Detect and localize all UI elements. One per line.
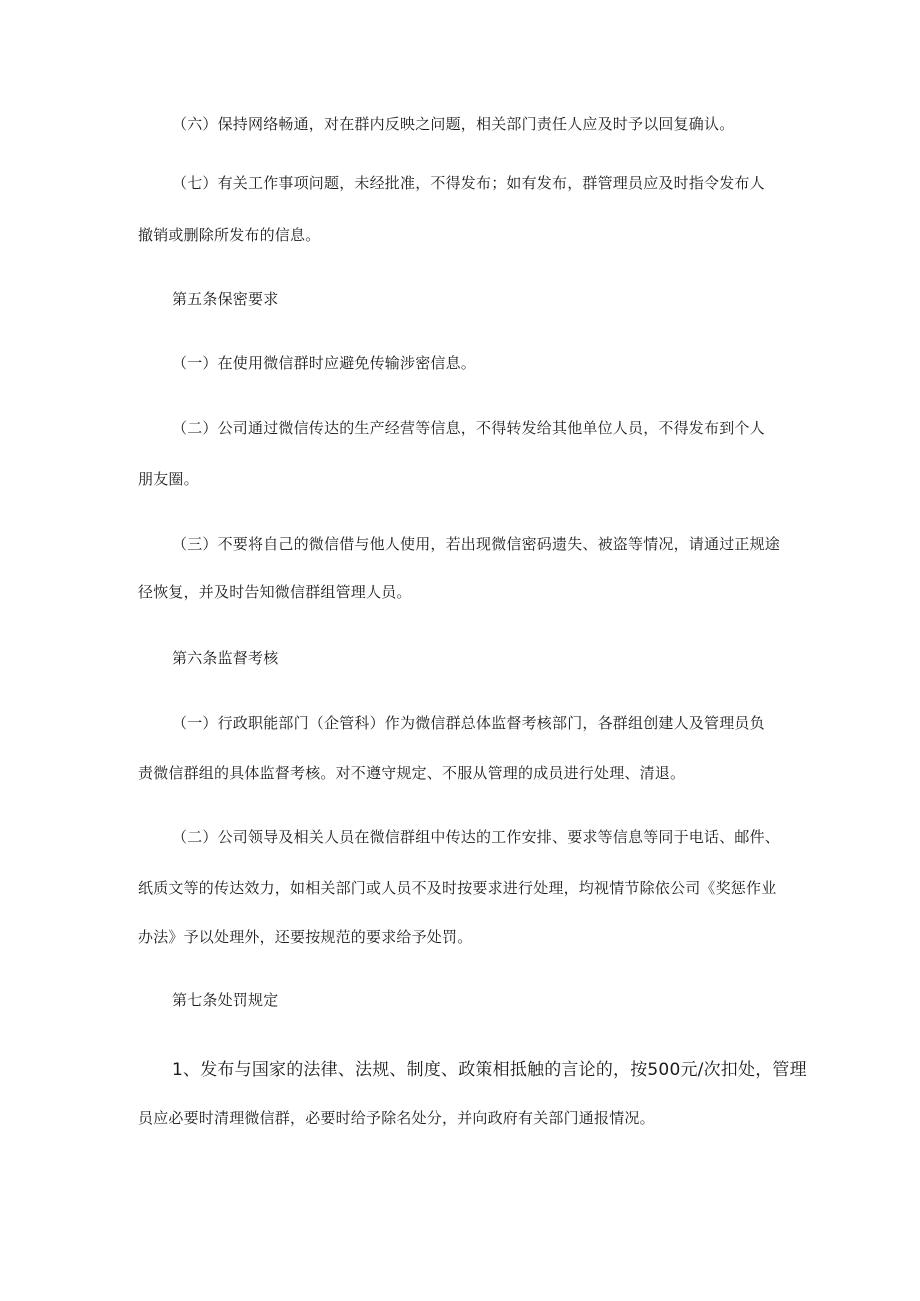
article-5-item-2-line1: （二）公司通过微信传达的生产经营等信息，不得转发给其他单位人员，不得发布到个人 — [172, 419, 765, 437]
article-6-heading: 第六条监督考核 — [172, 649, 279, 667]
article-6-item-1-line2: 责微信群组的具体监督考核。对不遵守规定、不服从管理的成员进行处理、清退。 — [138, 764, 686, 782]
paragraph-item-7-line2: 撤销或删除所发布的信息。 — [138, 226, 321, 244]
article-6-item-2-line1: （二）公司领导及相关人员在微信群组中传达的工作安排、要求等信息等同于电话、邮件、 — [172, 828, 781, 846]
article-5-item-2-line2: 朋友圈。 — [138, 470, 199, 488]
paragraph-item-7-line1: （七）有关工作事项问题，未经批准，不得发布；如有发布，群管理员应及时指令发布人 — [172, 174, 765, 192]
article-6-item-1-line1: （一）行政职能部门（企管科）作为微信群总体监督考核部门，各群组创建人及管理员负 — [172, 714, 765, 732]
article-7-item-1-line1: 1、发布与国家的法律、法规、制度、政策相抵触的言论的，按500元/次扣处，管理 — [172, 1060, 807, 1080]
paragraph-item-6: （六）保持网络畅通，对在群内反映之问题，相关部门责任人应及时予以回复确认。 — [172, 115, 735, 133]
article-6-item-2-line3: 办法》予以处理外，还要按规范的要求给予处罚。 — [138, 928, 473, 946]
article-5-item-3-line1: （三）不要将自己的微信借与他人使用，若出现微信密码遗失、被盗等情况，请通过正规途 — [172, 535, 781, 553]
article-7-heading: 第七条处罚规定 — [172, 991, 279, 1009]
article-7-item-1-line2: 员应必要时清理微信群，必要时给予除名处分，并向政府有关部门通报情况。 — [138, 1109, 655, 1127]
article-6-item-2-line2: 纸质文等的传达效力，如相关部门或人员不及时按要求进行处理，均视情节除依公司《奖惩作业 — [138, 879, 777, 897]
article-5-item-1: （一）在使用微信群时应避免传输涉密信息。 — [172, 354, 477, 372]
article-5-heading: 第五条保密要求 — [172, 290, 279, 308]
article-5-item-3-line2: 径恢复，并及时告知微信群组管理人员。 — [138, 583, 412, 601]
